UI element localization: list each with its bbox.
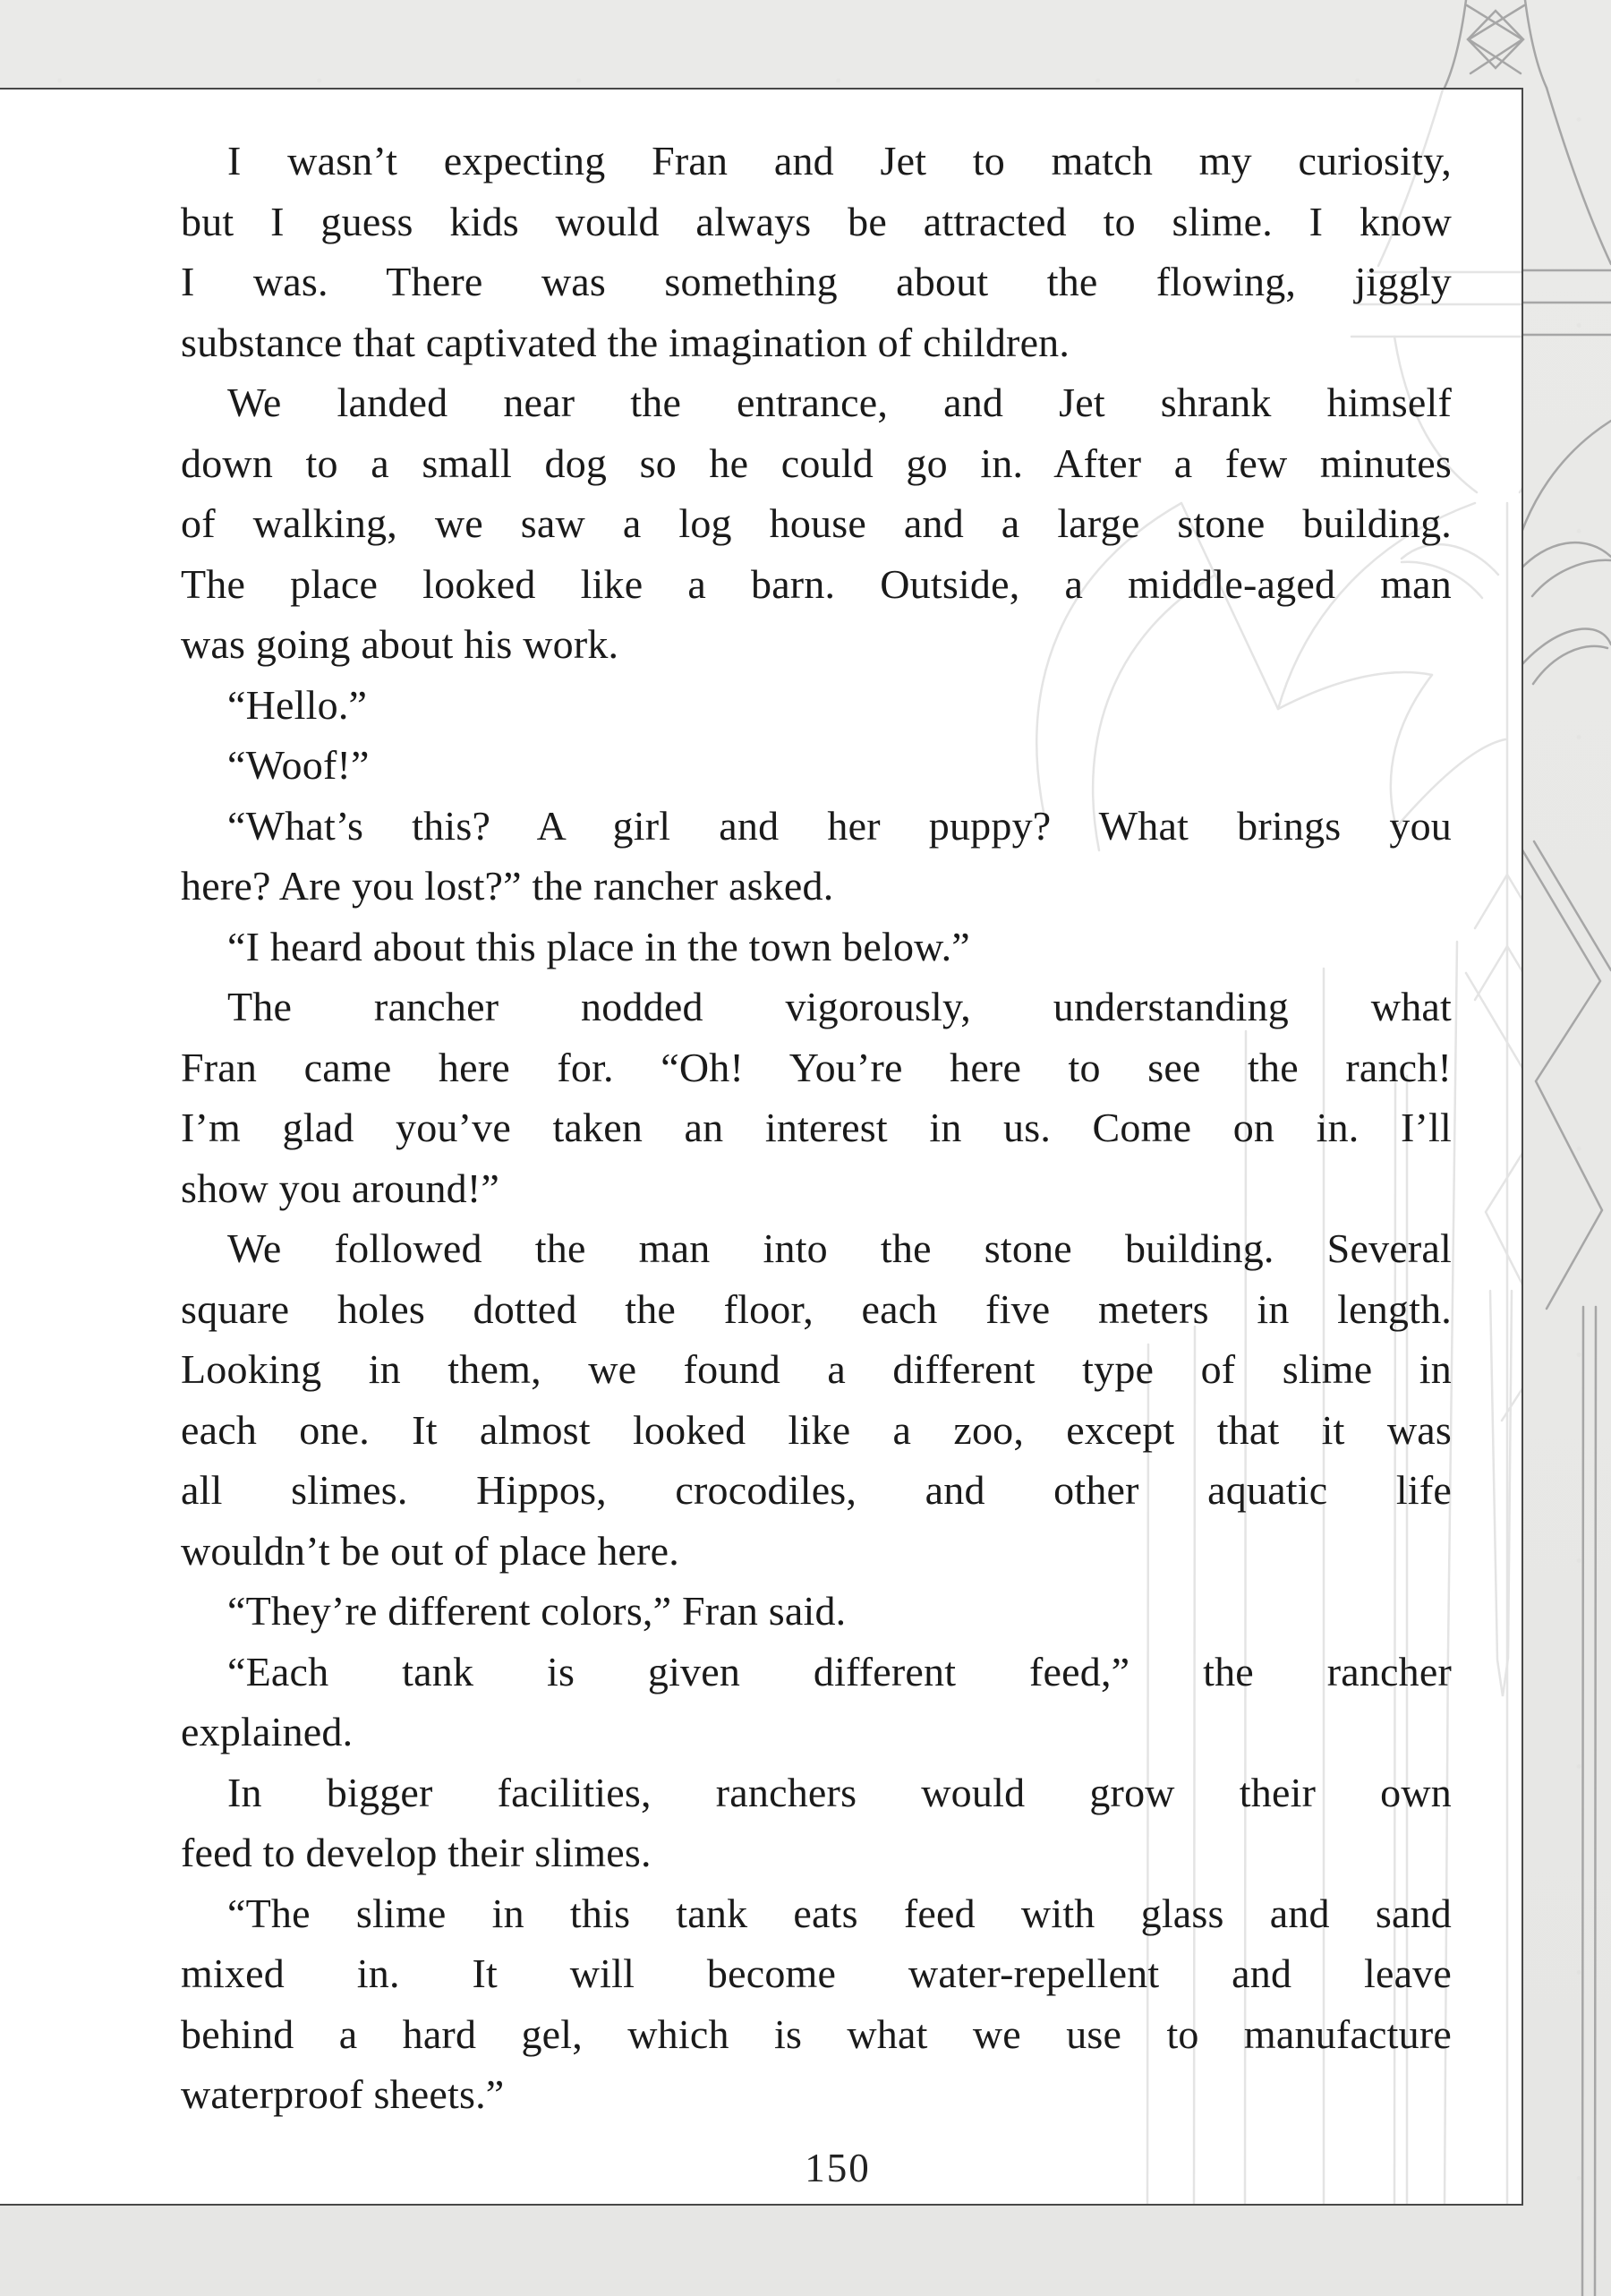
text-line: I wasn’t expecting Fran and Jet to match my curiosity, [227,138,1452,184]
text-line: but I guess kids would always be attracted to slime. I know [181,198,1452,244]
text-line: “Hello.” [227,681,368,728]
text-line: The rancher nodded vigorously, understanding what [227,984,1452,1029]
text-line: explained. [181,1709,354,1754]
text-line: “What’s this? A girl and her puppy? What brings you [227,802,1452,849]
text-line: “Each tank is given different feed,” the rancher [227,1648,1452,1694]
body-text [0,90,1520,2125]
text-line: We landed near the entrance, and Jet shrank himself [227,380,1452,425]
text-line: of walking, we saw a log house and a large stone building. [181,500,1452,546]
text-line: In bigger facilities, ranchers would grow their own [227,1769,1452,1815]
text-line: I’m glad you’ve taken an interest in us. Come on in. I’ll [181,1105,1452,1150]
text-line: mixed in. It will become water-repellent and leave [181,1950,1452,1996]
page-number: 150 [805,2146,871,2190]
text-line: here? Are you lost?” the rancher asked. [181,863,834,909]
text-line: feed to develop their slimes. [181,1830,652,1875]
text-line: “The slime in this tank eats feed with glass and sand [227,1890,1452,1936]
text-line: down to a small dog so he could go in. After a few minutes [181,440,1452,486]
text-line: The place looked like a barn. Outside, a middle-aged man [181,560,1452,607]
text-line: Looking in them, we found a different type of slime in [181,1346,1452,1392]
text-line: was going about his work. [181,621,619,667]
text-line: each one. It almost looked like a zoo, except that it was [181,1406,1452,1453]
page-content-box [0,88,1523,2206]
text-line: waterproof sheets.” [181,2071,505,2117]
text-line: I was. There was something about the flowing, jiggly [181,259,1452,304]
text-line: show you around!” [181,1165,499,1211]
text-line: “I heard about this place in the town below.” [227,923,970,969]
text-line: “Woof!” [227,742,370,788]
text-line: We followed the man into the stone building. Several [227,1225,1452,1271]
text-line: “They’re different colors,” Fran said. [227,1588,847,1634]
text-line: square holes dotted the floor, each five meters in length. [181,1285,1452,1332]
text-line: substance that captivated the imagination of children. [181,319,1070,365]
text-line: behind a hard gel, which is what we use to manufacture [181,2010,1452,2057]
text-line: wouldn’t be out of place here. [181,1527,679,1574]
text-line: all slimes. Hippos, crocodiles, and other aquatic life [181,1467,1452,1513]
text-line: Fran came here for. “Oh! You’re here to see the ranch! [181,1044,1452,1090]
